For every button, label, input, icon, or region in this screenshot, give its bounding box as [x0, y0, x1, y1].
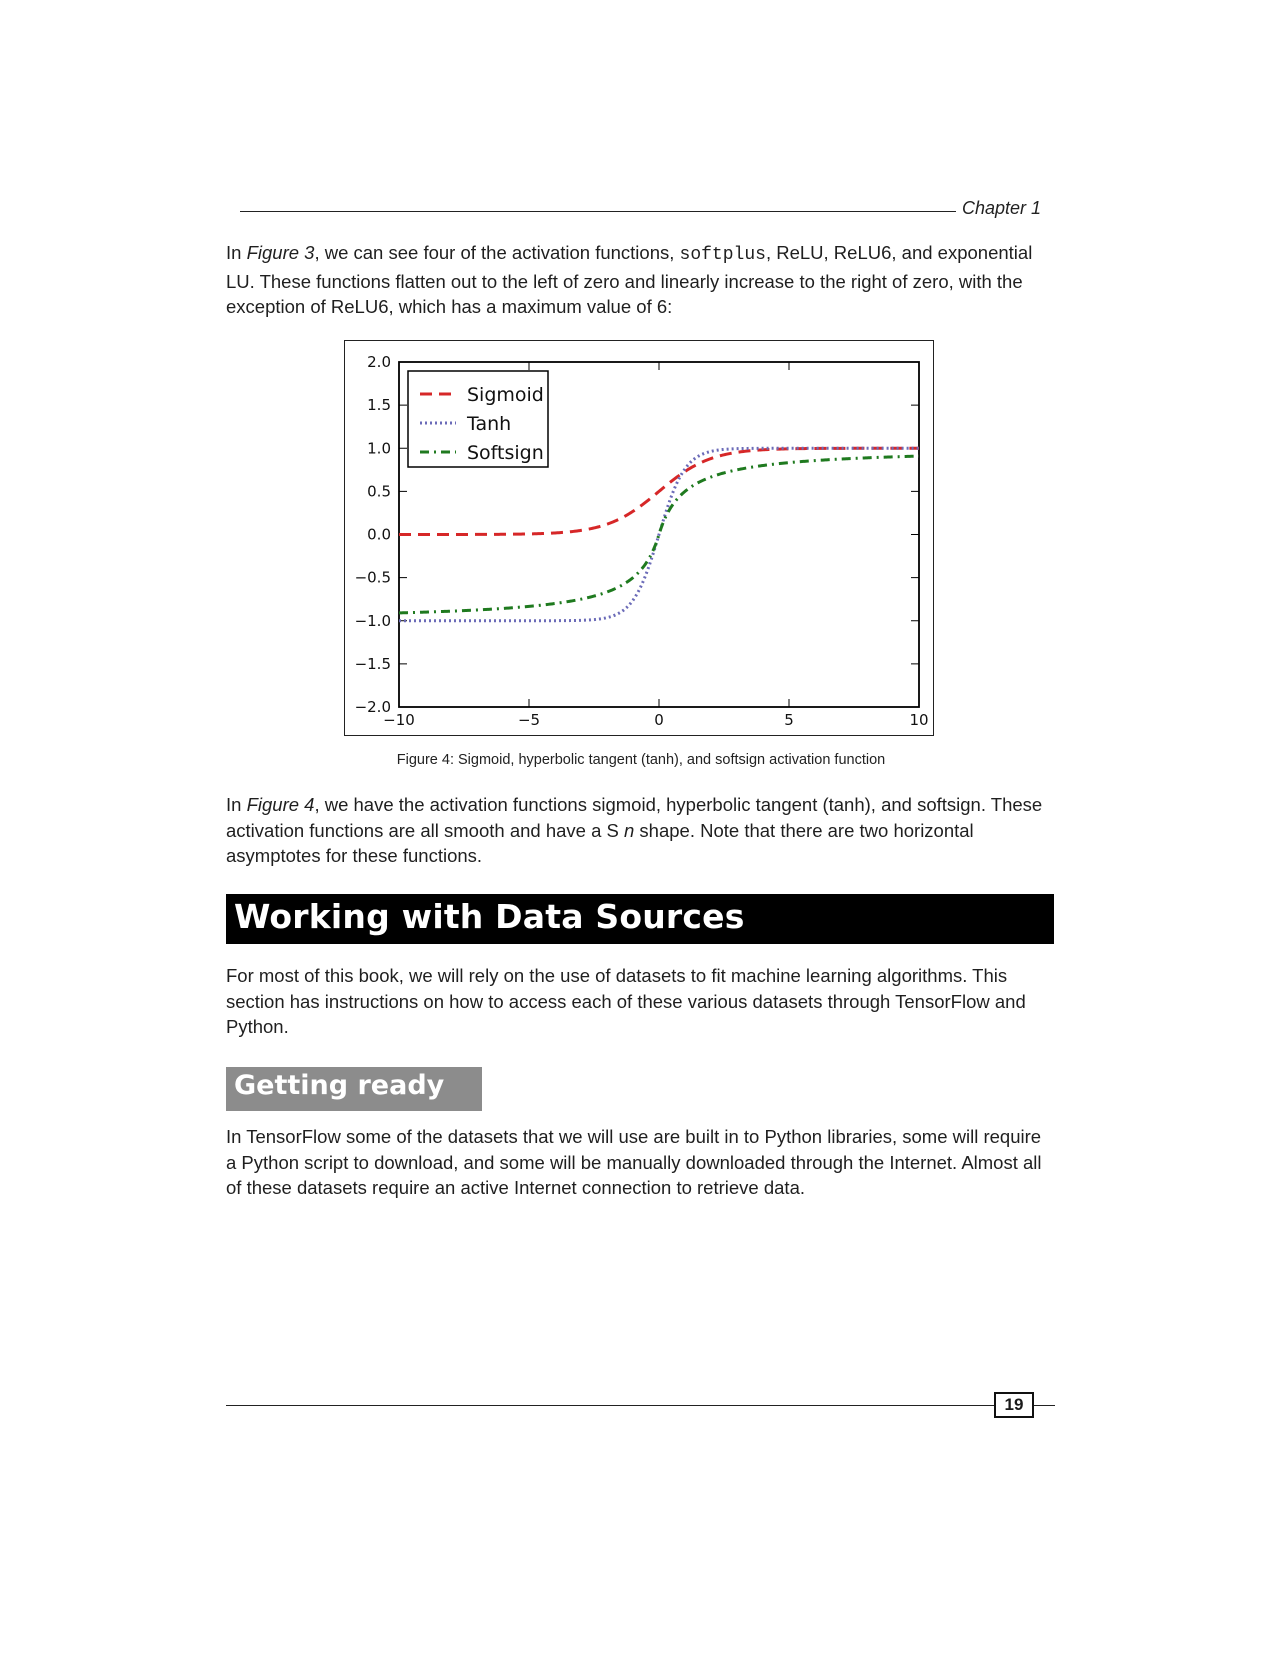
- figure-caption: Figure 4: Sigmoid, hyperbolic tangent (tanh), and softsign activation function: [396, 752, 886, 768]
- x-tick-label: −10: [383, 711, 415, 729]
- activation-chart: [344, 340, 934, 736]
- y-tick-label: −1.0: [354, 611, 391, 630]
- x-tick-label: 0: [654, 711, 664, 729]
- y-tick-label: −0.5: [354, 568, 391, 587]
- x-tick-label: 10: [909, 711, 929, 729]
- para2-text-1: In: [226, 794, 247, 815]
- x-tick-label: 5: [784, 711, 794, 729]
- para2-italic-n: n: [624, 819, 635, 841]
- section-title: Working with Data Sources: [234, 897, 745, 936]
- data-sources-paragraph: For most of this book, we will rely on the use of datasets to fit machine learning algorithms. This section has instructions on how to access each of these various datasets through TensorFlow and Python.: [226, 965, 1026, 1037]
- figure-4-reference: Figure 4: [246, 794, 315, 815]
- y-tick-label: 1.5: [367, 396, 391, 415]
- legend: [408, 371, 548, 467]
- para2-text-2: , we have the activation functions sigmoid, hyperbolic tangent (tanh), and softsign. These activation functions are all smooth and have a S: [226, 794, 1043, 841]
- legend-label-softsign: Softsign: [467, 442, 544, 464]
- figure-3-reference: Figure 3: [246, 242, 315, 263]
- y-tick-label: 0.5: [367, 482, 391, 501]
- para2-text-3: shape. Note that there are two horizontal asymptotes for these functions.: [226, 819, 974, 866]
- getting-ready-paragraph: In TensorFlow some of the datasets that we will use are built in to Python libraries, some will require a Python script to download, and some will be manually downloaded through the Internet. Almost all of these datasets require an active Internet connection to retrieve data.: [226, 1126, 1042, 1198]
- x-tick-label: −5: [517, 711, 541, 729]
- header-rule: [240, 211, 956, 212]
- para1-text-1: In: [226, 242, 247, 263]
- y-tick-label: 0.0: [367, 525, 391, 544]
- para1-text-2: , we can see four of the activation functions,: [314, 242, 680, 263]
- y-tick-label: −2.0: [354, 698, 391, 716]
- series-lines: [399, 448, 919, 621]
- footer-rule: [226, 1405, 1055, 1406]
- subsection-title: Getting ready: [234, 1070, 445, 1101]
- softplus-code: softplus: [679, 245, 766, 265]
- y-tick-label: −1.5: [354, 654, 391, 673]
- y-tick-label: 2.0: [367, 353, 391, 371]
- intro-paragraph: [226, 240, 1056, 320]
- page-number: 19: [994, 1392, 1034, 1418]
- para1-text-3: , ReLU, ReLU6, and exponential LU. These functions flatten out to the left of zero and linearly increase to the right of zero, with the exception of ReLU6, which has a maximum value of 6:: [226, 242, 1033, 317]
- y-tick-label: 1.0: [367, 439, 391, 458]
- legend-label-tanh: Tanh: [467, 413, 512, 435]
- legend-label-sigmoid: Sigmoid: [467, 384, 544, 406]
- chapter-label: Chapter 1: [962, 198, 1042, 218]
- figure-4-paragraph: [226, 792, 1056, 869]
